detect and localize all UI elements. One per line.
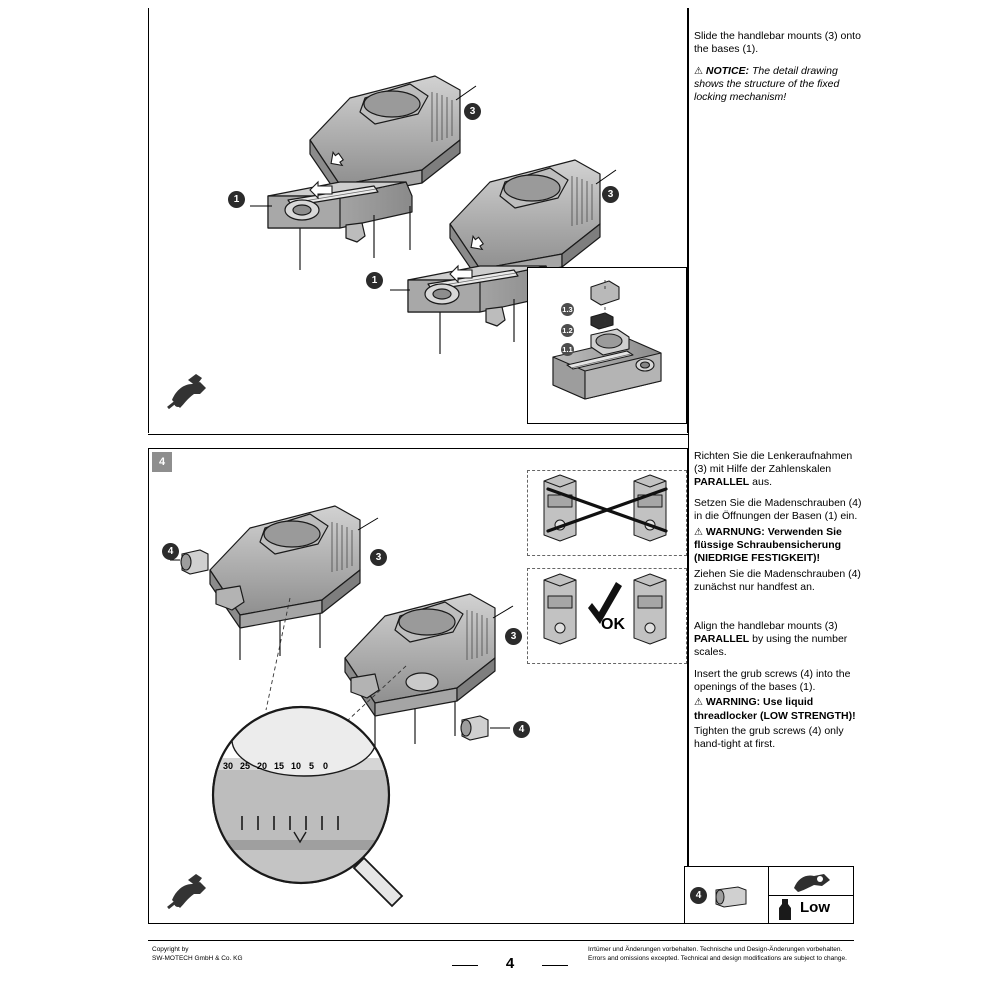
right-column-rule xyxy=(688,8,689,924)
footer-copyright-line2: SW-MOTECH GmbH & Co. KG xyxy=(152,955,243,963)
en-paragraph-1 xyxy=(694,620,866,658)
scale-25: 25 xyxy=(240,761,251,771)
legend-part-callout: 4 xyxy=(690,887,707,904)
scale-0: 0 xyxy=(323,761,329,771)
de-p1-tail: aus. xyxy=(749,475,772,488)
tool-icon xyxy=(166,370,212,414)
en-p1-tail: by using the number scales. xyxy=(694,633,848,658)
callout-4-right: 4 xyxy=(513,721,530,738)
notice-text: The detail drawing shows the structure of the fixed locking mechanism! xyxy=(694,64,840,103)
en-p1-text: Align the handlebar mounts (3) xyxy=(694,620,838,633)
grub-screw-icon xyxy=(712,884,752,908)
ok-label: OK xyxy=(601,616,625,633)
magnifier-scale-detail xyxy=(196,700,416,920)
de-paragraph-2 xyxy=(694,497,866,523)
tool-icon-bottom xyxy=(166,870,212,914)
scale-20: 20 xyxy=(257,761,268,771)
callout-1-2: 1.2 xyxy=(562,326,573,335)
footer-disclaimer-en: Errors and omissions excepted. Technical and design modifications are subject to change. xyxy=(588,955,847,963)
en-warning xyxy=(694,696,866,722)
threadlocker-bottle-icon xyxy=(776,898,794,922)
footer-rule xyxy=(148,940,854,941)
de-p1-bold: PARALLEL xyxy=(694,475,750,488)
de-warning-label: WARNUNG: Verwenden Sie flüssige Schraubensicherung (NIEDRIGE FESTIGKEIT)! xyxy=(694,525,842,564)
footer-copyright-line1: Copyright by xyxy=(152,946,189,953)
en-p1-bold: PARALLEL xyxy=(694,633,750,646)
illustration-locking-mechanism-detail xyxy=(533,273,681,418)
hand-tighten-icon xyxy=(790,868,834,894)
scale-10: 10 xyxy=(291,761,302,771)
callout-3-front: 3 xyxy=(602,186,619,203)
step-number-badge: 4 xyxy=(152,452,172,472)
panel-top-text xyxy=(694,30,862,112)
callout-3-rear-b: 3 xyxy=(370,549,387,566)
scale-15: 15 xyxy=(274,761,285,771)
de-paragraph-1 xyxy=(694,450,866,488)
warning-triangle-icon-de: ⚠ xyxy=(694,526,703,538)
legend-strength-label: Low xyxy=(800,899,830,916)
footer-disclaimer-de: Irrtümer und Änderungen vorbehalten. Technische und Design-Änderungen vorbehalten. xyxy=(588,946,843,953)
panel-bottom-text xyxy=(694,450,866,760)
page-dash-left xyxy=(452,965,478,966)
callout-3-rear: 3 xyxy=(464,103,481,120)
de-paragraph-3 xyxy=(694,568,866,594)
panel-divider xyxy=(148,434,688,435)
top-instruction: Slide the handlebar mounts (3) onto the bases (1). xyxy=(694,30,861,55)
callout-1-rear: 1 xyxy=(228,191,245,208)
callout-1-front: 1 xyxy=(366,272,383,289)
legend-divider-horizontal xyxy=(768,895,854,896)
de-warning xyxy=(694,526,866,565)
callout-3-front-b: 3 xyxy=(505,628,522,645)
callout-4-left: 4 xyxy=(162,543,179,560)
de-p3-text: Ziehen Sie die Madenschrauben (4) zunächst nur handfest an. xyxy=(694,567,861,593)
footer-disclaimer xyxy=(588,945,847,964)
top-notice xyxy=(694,65,862,104)
page-number: 4 xyxy=(505,955,515,972)
en-p3-text: Tighten the grub screws (4) only hand-tight at first. xyxy=(694,725,844,751)
warning-triangle-icon-en: ⚠ xyxy=(694,697,703,709)
scale-5: 5 xyxy=(309,761,315,771)
footer-copyright xyxy=(152,945,243,964)
notice-label: NOTICE: xyxy=(705,64,750,77)
page-dash-right xyxy=(542,965,568,966)
en-p2-text: Insert the grub screws (4) into the openings of the bases (1). xyxy=(694,667,851,693)
illustration-not-parallel xyxy=(530,473,684,553)
warning-triangle-icon: ⚠ xyxy=(694,65,703,77)
callout-1-3: 1.3 xyxy=(562,305,573,314)
callout-1-1: 1.1 xyxy=(562,345,573,354)
de-p2-text: Setzen Sie die Madenschrauben (4) in die Öffnungen der Basen (1) ein. xyxy=(694,497,862,523)
en-paragraph-3 xyxy=(694,725,866,751)
scale-30: 30 xyxy=(223,761,234,771)
en-paragraph-2 xyxy=(694,668,866,694)
de-p1-text: Richten Sie die Lenkeraufnahmen (3) mit Hilfe der Zahlenskalen xyxy=(694,450,853,475)
en-warning-label: WARNING: Use liquid threadlocker (LOW STRENGTH)! xyxy=(694,696,856,722)
